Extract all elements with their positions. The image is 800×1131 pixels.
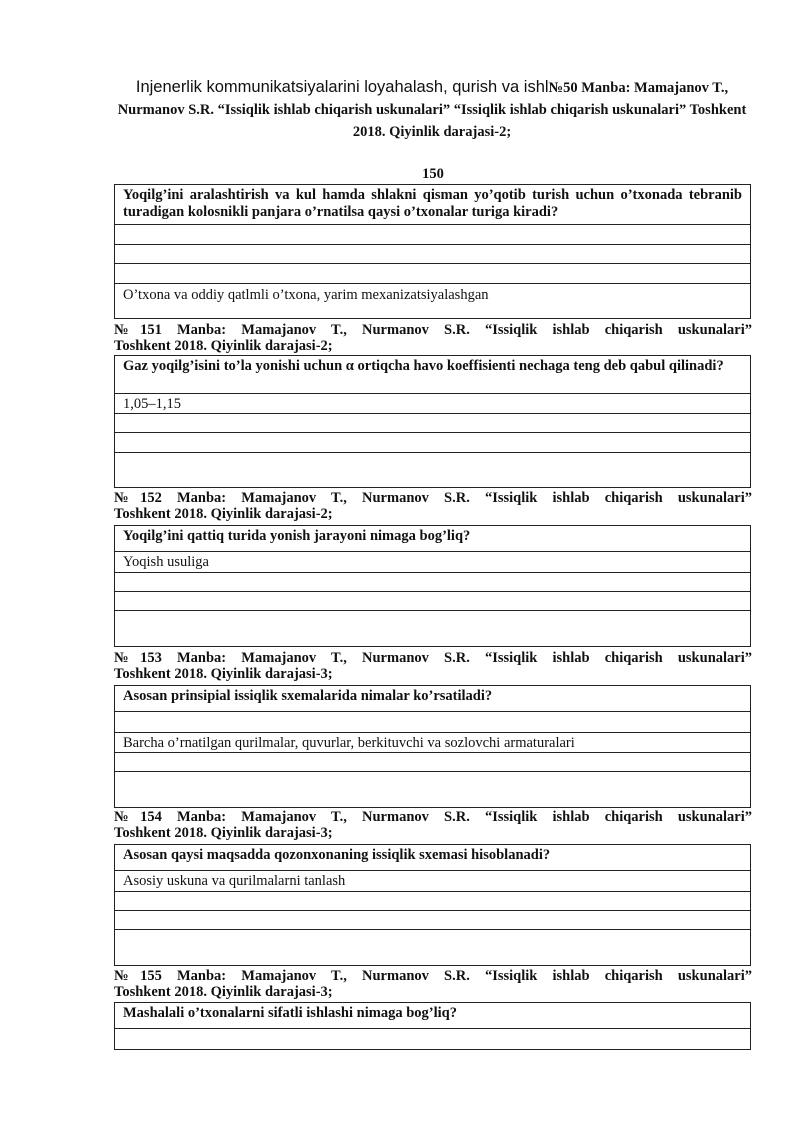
answer-option	[115, 930, 751, 966]
question-text: Yoqilg’ini aralashtirish va kul hamda shlakni qisman yo’qotib turish uchun o’txonada tebranib turadigan kolosnikli panjara o’rnatilsa qaysi o’txonalar turiga kiradi?	[115, 185, 751, 225]
answer-option	[115, 753, 751, 772]
source-line: Toshkent 2018. Qiyinlik darajasi-3;	[114, 666, 333, 682]
answer-option	[115, 573, 751, 592]
answer-option: 1,05–1,15	[115, 394, 751, 414]
answer-option	[115, 225, 751, 245]
answer-option	[115, 892, 751, 911]
question-text: Asosan qaysi maqsadda qozonxonaning issiqlik sxemasi hisoblanadi?	[115, 845, 751, 871]
answer-option	[115, 611, 751, 647]
source-line: №154 Manba: Mamajanov T., Nurmanov S.R. “Issiqlik ishlab chiqarish uskunalari”	[114, 809, 752, 825]
question-text: Asosan prinsipial issiqlik sxemalarida nimalar ko’rsatiladi?	[115, 686, 751, 712]
answer-option: O’txona va oddiy qatlmli o’txona, yarim mexanizatsiyalashgan	[115, 284, 751, 319]
page-header	[112, 76, 752, 143]
answer-option	[115, 433, 751, 453]
question-table-155	[114, 1002, 751, 1050]
source-line: №153 Manba: Mamajanov T., Nurmanov S.R. “Issiqlik ishlab chiqarish uskunalari”	[114, 650, 752, 666]
answer-option: Barcha o’rnatilgan qurilmalar, quvurlar, berkituvchi va sozlovchi armaturalari	[115, 733, 751, 753]
question-text: Mashalali o’txonalarni sifatli ishlashi nimaga bog’liq?	[115, 1003, 751, 1029]
header-source: Manba: Mamajanov T., Nurmanov S.R. “Issiqlik ishlab chiqarish uskunalari” “Issiqlik ishlab chiqarish uskunalari” Toshkent 2018. Qiyinlik darajasi-2;	[117, 80, 747, 140]
course-title: Injenerlik kommunikatsiyalarini loyahalash, qurish va ishl	[135, 78, 549, 96]
question-table-152	[114, 525, 751, 647]
source-line: Toshkent 2018. Qiyinlik darajasi-3;	[114, 984, 333, 1000]
question-table-153	[114, 685, 751, 808]
answer-option	[115, 592, 751, 611]
question-source	[114, 650, 752, 682]
answer-option	[115, 712, 751, 733]
answer-option	[115, 453, 751, 488]
question-source	[114, 809, 752, 841]
source-line: Toshkent 2018. Qiyinlik darajasi-2;	[114, 506, 333, 522]
answer-option: Yoqish usuliga	[115, 552, 751, 573]
answer-option	[115, 414, 751, 433]
question-table-151	[114, 355, 751, 488]
answer-option	[115, 245, 751, 264]
answer-option	[115, 911, 751, 930]
question-table-154	[114, 844, 751, 966]
question-text: Gaz yoqilg’isini to’la yonishi uchun α ortiqcha havo koeffisienti nechaga teng deb qabul qilinadi?	[115, 356, 751, 394]
answer-option: Asosiy uskuna va qurilmalarni tanlash	[115, 871, 751, 892]
answer-option	[115, 772, 751, 808]
source-line: №151 Manba: Mamajanov T., Nurmanov S.R. “Issiqlik ishlab chiqarish uskunalari”	[114, 322, 752, 338]
source-line: Toshkent 2018. Qiyinlik darajasi-3;	[114, 825, 333, 841]
question-source	[114, 322, 752, 354]
question-text: Yoqilg’ini qattiq turida yonish jarayoni nimaga bog’liq?	[115, 526, 751, 552]
source-line: Toshkent 2018. Qiyinlik darajasi-2;	[114, 338, 333, 354]
answer-option	[115, 1029, 751, 1050]
answer-option	[115, 264, 751, 284]
source-line: №155 Manba: Mamajanov T., Nurmanov S.R. “Issiqlik ishlab chiqarish uskunalari”	[114, 968, 752, 984]
question-table-150	[114, 184, 751, 319]
question-source	[114, 968, 752, 1000]
question-number: 150	[422, 166, 444, 182]
question-source	[114, 490, 752, 522]
source-line: №152 Manba: Mamajanov T., Nurmanov S.R. “Issiqlik ishlab chiqarish uskunalari”	[114, 490, 752, 506]
header-question-number: №50	[548, 80, 578, 96]
